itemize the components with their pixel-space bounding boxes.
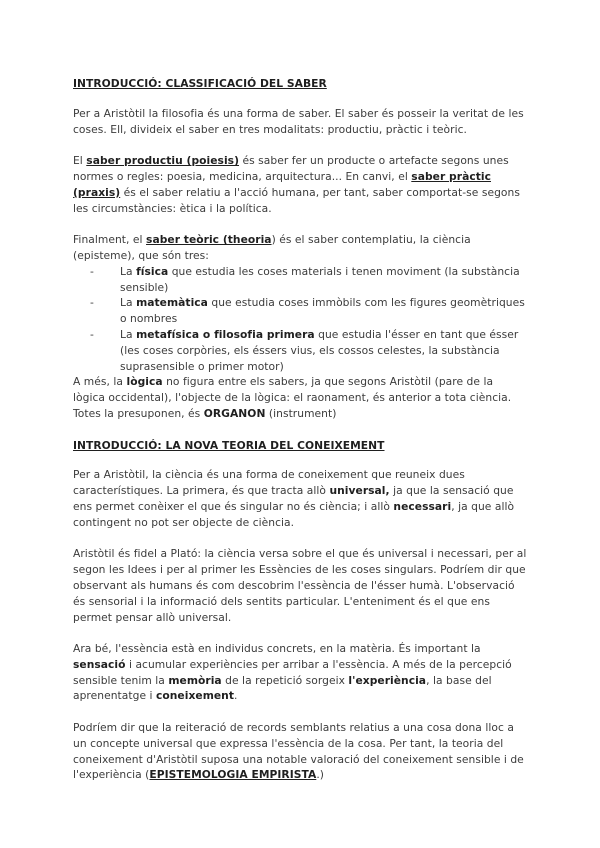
term-saber-productiu: saber productiu (poiesis)	[86, 154, 240, 168]
paragraph-productiu-practic: El saber productiu (poiesis) és saber fer un producte o artefacte segons unes normes o regles: poesia, medicina, arquitectura... En canvi, el saber pràctic (praxis) és el saber relatiu a l'acció humana, per tant, saber comportat-se segons les circumstàncies: ètica i la política.	[73, 154, 520, 215]
science-list	[73, 264, 528, 375]
term-matematica: matemàtica	[136, 296, 208, 310]
term-saber-teoric: saber teòric (theoria	[146, 233, 272, 247]
term-epistemologia-empirista: EPISTEMOLOGIA EMPIRISTA	[149, 768, 317, 782]
term-sensacio: sensació	[73, 657, 126, 671]
term-fisica: física	[136, 264, 169, 278]
section-title-classificacio: INTRODUCCIÓ: CLASSIFICACIÓ DEL SABER	[73, 77, 327, 90]
paragraph-logica: A més, la lògica no figura entre els sabers, ja que segons Aristòtil (pare de la lògica occidental), l'objecte de la lògica: el raonament, és anterior a tota ciència. Totes la presuponen, és ORGANON (instrument)	[73, 375, 512, 420]
term-metafisica: metafísica o filosofia primera	[136, 327, 315, 341]
term-organon: ORGANON	[203, 406, 266, 420]
term-necessari: necessari	[393, 499, 452, 513]
list-item: - La matemàtica que estudia coses immòbils com les figures geomètriques o nombres	[90, 296, 525, 326]
term-memoria: memòria	[168, 673, 222, 687]
paragraph-epistemologia: Podríem dir que la reiteració de records semblants relatius a una cosa dona lloc a un concepte universal que expressa l'essència de la cosa. Per tant, la teoria del coneixement d'Aristòtil suposa una notable valoració del coneixement sensible i de l'experiència (EPISTEMOLOGIA EMPIRISTA.)	[73, 721, 524, 782]
list-item: - La metafísica o filosofia primera que estudia l'ésser en tant que ésser (les coses corpòries, els éssers vius, els cossos celestes, la substància suprasensible o primer motor)	[90, 327, 519, 373]
term-saber-practic: saber pràctic (praxis)	[73, 169, 491, 199]
paragraph-essencia: Ara bé, l'essència està en individus concrets, en la matèria. És important la sensació i acumular experiències per arribar a l'essència. A més de la percepció sensible tenim la memòria de la repetició sorgeix l'experiència, la base del aprenentatge i coneixement.	[73, 642, 512, 703]
term-coneixement: coneixement	[156, 689, 234, 703]
paragraph-intro: Per a Aristòtil la filosofia és una forma de saber. El saber és posseir la veritat de les coses. Ell, divideix el saber en tres modalitats: productiu, pràctic i teòric.	[73, 106, 524, 136]
paragraph-teoric: Finalment, el saber teòric (theoria) és el saber contemplatiu, la ciència (episteme), que són tres:	[73, 233, 471, 262]
term-universal: universal,	[329, 484, 390, 498]
paragraph-ciencia: Per a Aristòtil, la ciència és una forma de coneixement que reuneix dues característiques. La primera, és que tracta allò universal, ja que la sensació que ens permet conèixer el que és singular no és ciència; i allò necessari, ja que allò contingent no pot ser objecte de ciència.	[73, 468, 515, 529]
list-item: - La física que estudia les coses materials i tenen moviment (la substància sensible)	[90, 264, 520, 294]
term-logica: lògica	[126, 375, 163, 389]
paragraph-plato: Aristòtil és fidel a Plató: la ciència versa sobre el que és universal i necessari, per al segon les Idees i per al primer les Essències de les coses singulars. Podríem dir que observant als humans és com descobrim l'essència de l'ésser humà. L'observació és sensorial i la informació dels sentits particular. L'enteniment és el que ens permet pensar allò universal.	[73, 547, 527, 624]
term-experiencia: l'experiència	[348, 673, 427, 687]
section-title-teoria: INTRODUCCIÓ: LA NOVA TEORIA DEL CONEIXEMENT	[73, 438, 385, 452]
